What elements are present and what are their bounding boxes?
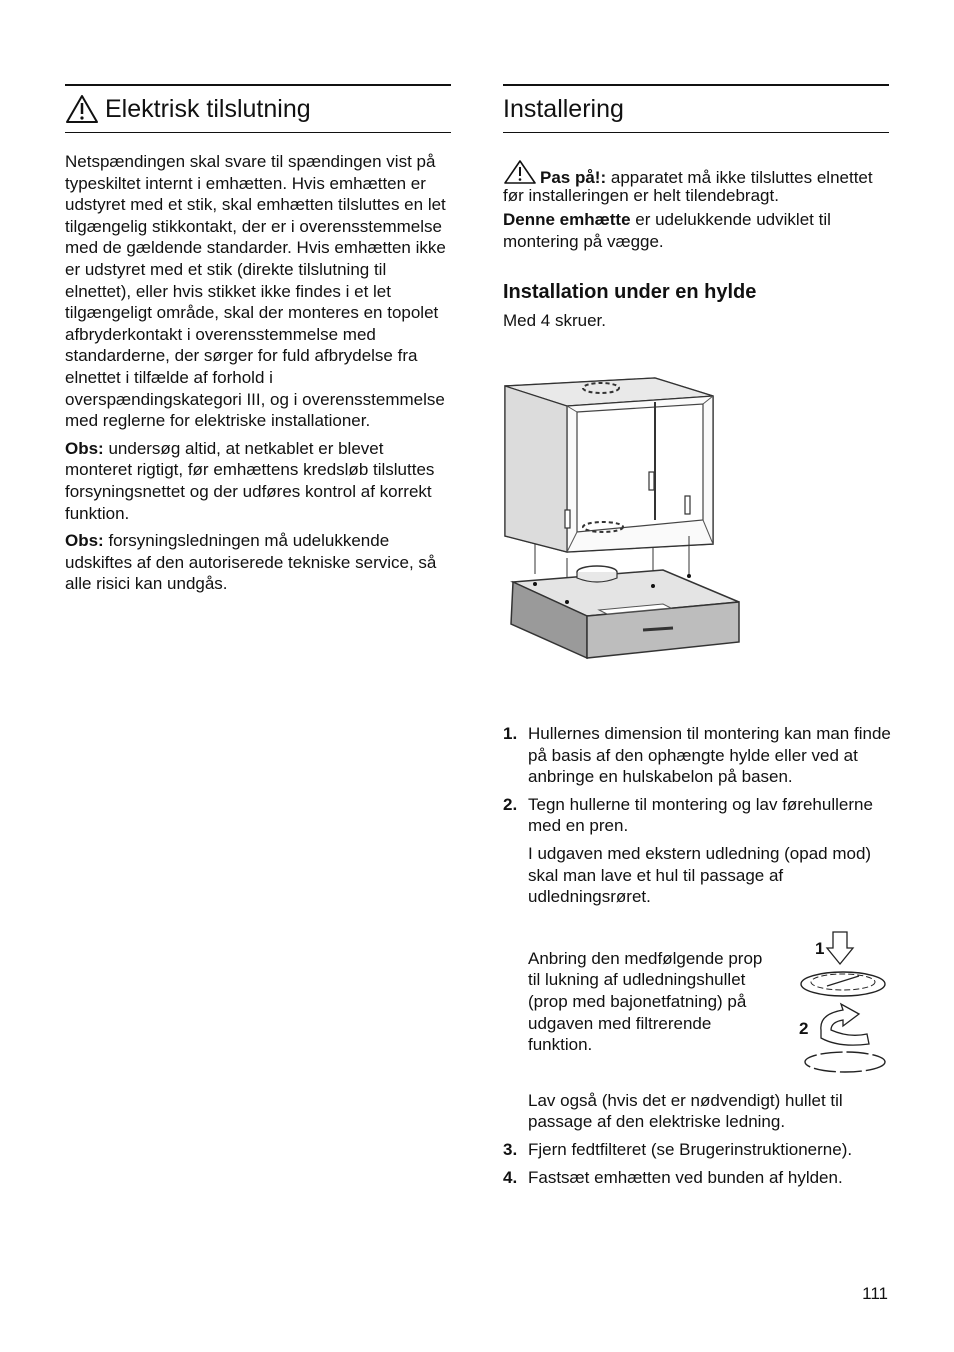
caution-text: apparatet må ikke tilsluttes elnettet før installeringen er helt tilendebragt. <box>503 168 873 205</box>
heading-text: Elektrisk tilslutning <box>105 94 311 123</box>
electrical-paragraph: Netspændingen skal svare til spændingen vist på typeskiltet internt i emhætten. Hvis emhætten er udstyret med et stik, skal emhætten tilsluttes en let tilgængelig stikkontakt, der er i overensstemmelse med de gældende standarder. Hvis emhætten ikke er udstyret med et stik (direkte tilslutning til elnettet), eller hvis stikket ikke findes i et let tilgængeligt område, skal der monteres en topolet afbryderkontakt i overensstemmelse med standarderne, der sørger for fuld afbrydelse fra elnettet i tilfælde af forhold i overspændingskategori III, og i overensstemmelse med reglerne for elektriske installationer. <box>65 152 446 431</box>
step-number: 4. <box>503 1167 518 1187</box>
wall-mount-note <box>503 209 889 252</box>
installation-illustration <box>503 372 763 672</box>
plug-label-2: 2 <box>799 1018 809 1038</box>
page-number: 111 <box>862 1284 888 1303</box>
step-3 <box>503 1139 893 1161</box>
left-column <box>65 84 451 601</box>
rotate-arrow-icon <box>821 1004 869 1045</box>
right-column <box>503 84 889 332</box>
obs-label: Obs: <box>65 531 104 551</box>
warning-triangle-icon <box>65 94 99 124</box>
step-text: Fastsæt emhætten ved bunden af hylden. <box>528 1167 843 1187</box>
step-2-extra: I udgaven med ekstern udledning (opad mod) skal man lave et hul til passage af udledningsrøret. <box>528 843 872 907</box>
heading-text: Installering <box>503 94 624 123</box>
step-1 <box>503 723 893 788</box>
obs-label: Obs: <box>65 438 104 458</box>
plug-text: Anbring den medfølgende prop til lukning af udledningshullet (prop med bajonetfatning) på udgaven med filtrerende funktion. <box>528 948 763 1055</box>
step-4 <box>503 1167 893 1189</box>
step-number: 2. <box>503 794 518 814</box>
note-text: er udelukkende udviklet til montering på vægge. <box>503 210 831 251</box>
section-heading-installation <box>503 84 889 133</box>
bayonet-plug-illustration <box>799 930 891 1076</box>
warning-triangle-icon <box>503 159 537 185</box>
plug-instruction <box>503 930 893 1090</box>
obs-text: forsyningsledningen må udelukkende udskiftes af den autoriserede tekniske service, så alle risici kan undgås. <box>65 531 437 594</box>
arrow-down-icon <box>827 932 853 964</box>
step-number: 3. <box>503 1139 518 1159</box>
step-text: Fjern fedtfilteret (se Brugerinstruktionerne). <box>528 1139 853 1159</box>
obs-note-1 <box>65 438 451 524</box>
step-2 <box>503 794 893 837</box>
installation-steps <box>503 723 893 1194</box>
subheading-under-shelf: Installation under en hylde <box>503 281 757 304</box>
screws-text: Med 4 skruer. <box>503 311 606 331</box>
obs-note-2 <box>65 530 451 595</box>
step-number: 1. <box>503 724 518 743</box>
cabinet-illustration <box>505 378 713 552</box>
obs-text: undersøg altid, at netkablet er blevet monteret rigtigt, før emhættens kredsløb tilsluttes forsyningsnettet og der udføres kontrol af korrekt funktion. <box>65 438 435 523</box>
caution-note <box>503 159 889 205</box>
step-2-extra-2: Lav også (hvis det er nødvendigt) hullet til passage af den elektriske ledning. <box>528 1090 843 1132</box>
section-heading-electrical <box>65 84 451 133</box>
step-text: Tegn hullerne til montering og lav førehullerne med en pren. <box>528 794 873 836</box>
step-text: Hullernes dimension til montering kan man finde på basis af den ophængte hylde eller ved at anbringe en hulskabelon på basen. <box>528 724 891 787</box>
caution-label: Pas på!: <box>540 168 607 187</box>
hood-illustration <box>511 566 739 658</box>
plug-label-1: 1 <box>815 938 825 958</box>
note-label: Denne emhætte <box>503 210 631 229</box>
